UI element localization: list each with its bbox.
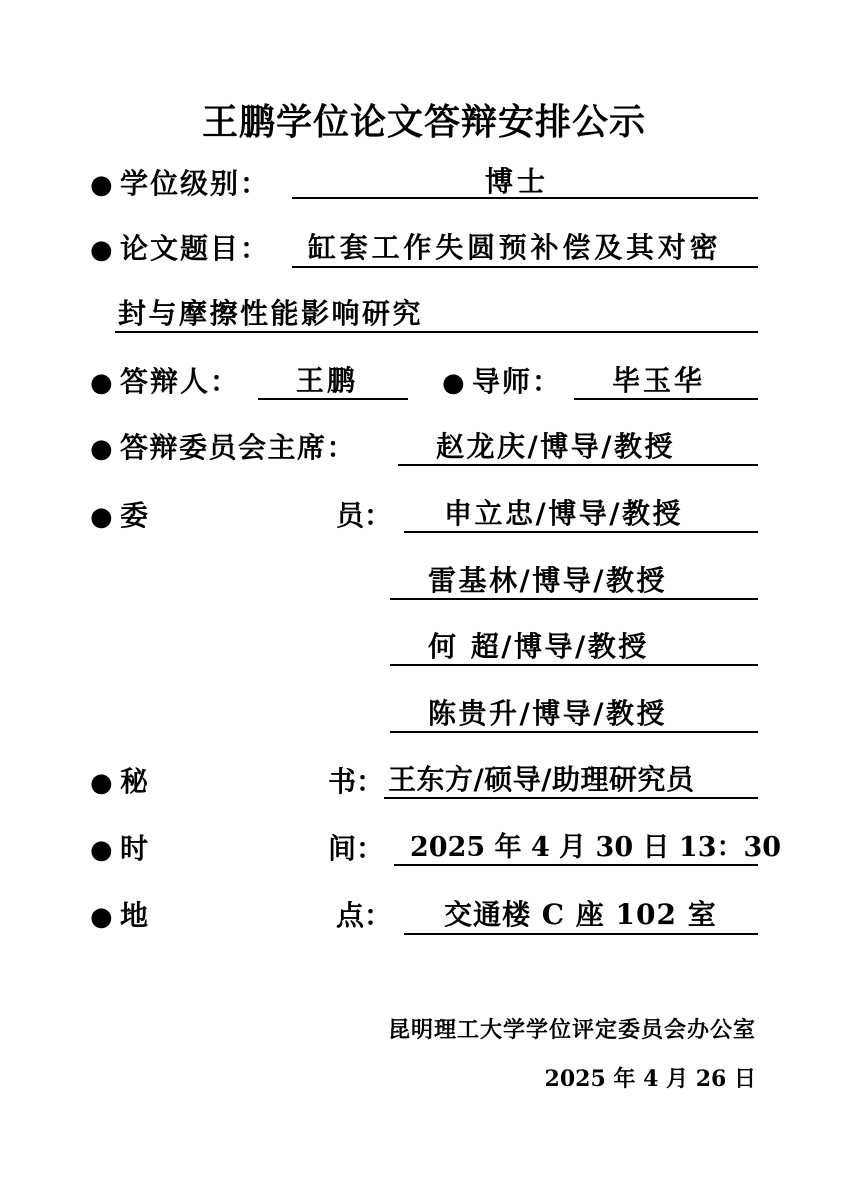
bullet-icon: ● — [90, 170, 113, 200]
thesis-underline-2 — [115, 331, 758, 333]
members-label-left: 委 — [120, 499, 149, 532]
bullet-icon: ● — [90, 902, 113, 932]
time-label-left: 时 — [120, 832, 149, 865]
members-label-right: 员： — [336, 499, 393, 532]
defender-label: 答辩人： — [120, 365, 241, 398]
defender-underline — [258, 398, 408, 400]
thesis-label: 论文题目： — [120, 232, 271, 265]
secretary-label-right: 书： — [328, 765, 385, 798]
thesis-underline-1 — [292, 266, 758, 268]
secretary-label-left: 秘 — [120, 765, 149, 798]
bullet-icon: ● — [90, 835, 113, 865]
bullet-icon: ● — [90, 502, 113, 532]
footer-date: 2025 年 4 月 26 日 — [544, 1066, 756, 1092]
page-title: 王鹏学位论文答辩安排公示 — [201, 102, 646, 143]
place-label-left: 地 — [120, 899, 149, 932]
advisor-value: 毕玉华 — [612, 364, 706, 397]
time-label-right: 间： — [328, 832, 385, 865]
bullet-icon: ● — [90, 768, 113, 798]
chair-label: 答辩委员会主席： — [120, 431, 357, 464]
thesis-title-line1: 缸套工作失圆预补偿及其对密 — [308, 231, 722, 264]
secretary-value: 王东方/硕导/助理研究员 — [388, 763, 695, 796]
place-label-right: 点： — [336, 899, 393, 932]
member-underline-4 — [390, 731, 758, 733]
member-1: 申立忠/博导/教授 — [444, 497, 683, 530]
time-value: 2025 年 4 月 30 日 13：30 — [410, 832, 782, 863]
degree-value: 博士 — [485, 165, 550, 198]
member-underline-1 — [404, 531, 758, 533]
defender-value: 王鹏 — [296, 364, 359, 397]
member-2: 雷基林/博导/教授 — [428, 564, 667, 597]
footer-organization: 昆明理工大学学位评定委员会办公室 — [387, 1017, 756, 1043]
chair-underline — [398, 464, 758, 466]
member-4: 陈贵升/博导/教授 — [428, 697, 667, 730]
place-value: 交通楼 C 座 102 室 — [444, 898, 717, 931]
advisor-label: 导师： — [472, 365, 563, 398]
place-underline — [404, 933, 758, 935]
bullet-icon: ● — [442, 368, 465, 398]
bullet-icon: ● — [90, 434, 113, 464]
bullet-icon: ● — [90, 235, 113, 265]
member-underline-3 — [390, 664, 758, 666]
member-3: 何 超/博导/教授 — [428, 630, 649, 663]
secretary-underline — [384, 797, 758, 799]
chair-value: 赵龙庆/博导/教授 — [436, 430, 675, 463]
member-underline-2 — [390, 598, 758, 600]
bullet-icon: ● — [90, 368, 113, 398]
degree-label: 学位级别： — [120, 167, 271, 200]
time-underline — [394, 864, 758, 866]
thesis-title-line2: 封与摩擦性能影响研究 — [118, 297, 424, 330]
advisor-underline — [574, 398, 758, 400]
